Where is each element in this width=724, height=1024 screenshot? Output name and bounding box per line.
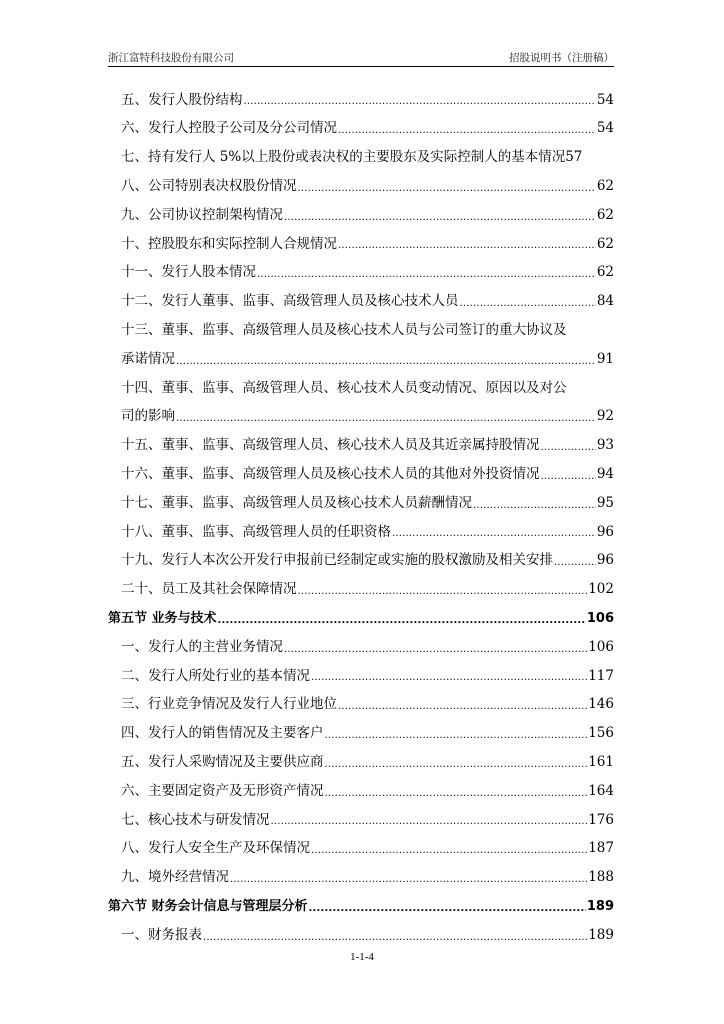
toc-entry-title: 九、公司协议控制架构情况 (121, 206, 283, 223)
header-divider (108, 66, 614, 67)
toc-entry[interactable] (108, 288, 614, 317)
toc-leader-dots (298, 180, 596, 194)
toc-page-number: 62 (596, 178, 614, 195)
toc-entry-title: 十一、发行人股本情况 (121, 264, 256, 281)
toc-entry-title: 八、发行人安全生产及环保情况 (121, 840, 310, 857)
toc-leader-dots (203, 929, 587, 943)
toc-entry-title: 三、行业竞争情况及发行人行业地位 (121, 696, 337, 713)
toc-page-number: 102 (588, 581, 614, 598)
toc-entry-title: 十七、董事、监事、高级管理人员及核心技术人员薪酬情况 (121, 494, 472, 511)
toc-page-number: 189 (586, 899, 614, 915)
toc-leader-dots (311, 842, 587, 856)
toc-page-number: 117 (588, 667, 614, 684)
toc-entry-title: 十四、董事、监事、高级管理人员、核心技术人员变动情况、原因以及对公 (121, 379, 567, 396)
toc-entry-title: 十六、董事、监事、高级管理人员及核心技术人员的其他对外投资情况 (121, 466, 540, 482)
toc-entry[interactable] (108, 921, 614, 950)
toc-page-number: 146 (588, 696, 614, 713)
toc-leader-dots (338, 698, 587, 712)
toc-page-number: 93 (596, 437, 614, 454)
toc-entry-title: 七、持有发行人 5%以上股份或表决权的主要股东及实际控制人的基本情况 (121, 149, 566, 166)
toc-page-number: 91 (596, 350, 614, 367)
toc-entry[interactable] (108, 403, 614, 432)
toc-entry[interactable] (108, 518, 614, 547)
toc-entry[interactable] (108, 201, 614, 230)
toc-entry-title: 六、发行人控股子公司及分公司情况 (121, 120, 337, 137)
toc-leader-dots (325, 727, 588, 741)
toc-page-number: 106 (586, 611, 614, 627)
toc-leader-dots (271, 813, 588, 827)
toc-entry[interactable] (108, 115, 614, 144)
toc-leader-dots (284, 641, 587, 655)
toc-entry-title: 九、境外经营情况 (121, 869, 229, 886)
toc-entry[interactable] (108, 691, 614, 720)
toc-section-entry[interactable] (108, 892, 614, 921)
toc-leader-dots (338, 237, 596, 251)
toc-entry[interactable] (108, 460, 614, 489)
toc-entry[interactable] (108, 576, 614, 605)
toc-entry[interactable] (108, 662, 614, 691)
toc-page-number: 164 (588, 782, 614, 799)
toc-leader-dots (176, 353, 596, 367)
toc-entry-title: 司的影响 (121, 408, 175, 425)
toc-entry[interactable] (108, 345, 614, 374)
toc-entry[interactable] (108, 835, 614, 864)
toc-page-number: 189 (588, 926, 614, 943)
toc-entry-title: 四、发行人的销售情况及主要客户 (121, 725, 324, 742)
toc-page-number: 188 (588, 869, 614, 886)
toc-page-number: 106 (588, 638, 614, 655)
toc-entry-title: 十二、发行人董事、监事、高级管理人员及核心技术人员 (121, 293, 459, 310)
toc-entry-title: 六、主要固定资产及无形资产情况 (121, 782, 324, 799)
header-doc-title: 招股说明书（注册稿） (509, 52, 614, 64)
toc-entry-title: 八、公司特别表决权股份情况 (121, 178, 297, 195)
toc-section-entry[interactable] (108, 604, 614, 633)
toc-leader-dots (541, 439, 596, 453)
toc-entry[interactable] (108, 144, 614, 173)
page-number: 1-1-4 (350, 951, 374, 963)
toc-page-number: 54 (596, 120, 614, 137)
toc-entry[interactable] (108, 230, 614, 259)
toc-leader-dots (473, 497, 596, 511)
toc-page-number: 92 (596, 408, 614, 425)
toc-page-number: 54 (596, 91, 614, 108)
toc-entry-title: 第五节 业务与技术 (108, 611, 217, 627)
toc-leader-dots (325, 785, 588, 799)
toc-entry[interactable] (108, 864, 614, 893)
toc-page-number: 62 (596, 235, 614, 252)
toc-leader-dots (338, 122, 596, 136)
toc-entry[interactable] (108, 633, 614, 662)
toc-entry-title: 七、核心技术与研发情况 (121, 811, 270, 828)
toc-entry-title: 十三、董事、监事、高级管理人员及核心技术人员与公司签订的重大协议及 (121, 322, 567, 339)
toc-leader-dots (325, 756, 588, 770)
toc-page-number: 62 (596, 206, 614, 223)
toc-leader-dots (309, 900, 586, 914)
header-company: 浙江富特科技股份有限公司 (108, 52, 234, 64)
toc-entry-title: 一、财务报表 (121, 926, 202, 943)
toc-page-number: 84 (596, 293, 614, 310)
toc-leader-dots (554, 554, 596, 568)
toc-page-number: 96 (596, 523, 614, 540)
toc-entry[interactable] (108, 86, 614, 115)
toc-entry-title: 十、控股股东和实际控制人合规情况 (121, 235, 337, 252)
toc-page-number: 57 (565, 149, 583, 166)
toc-entry-title: 五、发行人采购情况及主要供应商 (121, 753, 324, 770)
toc-entry[interactable] (108, 316, 614, 345)
toc-page-number: 96 (596, 552, 614, 569)
toc-leader-dots (244, 93, 596, 107)
toc-entry-title: 五、发行人股份结构 (121, 91, 243, 108)
toc-entry-title: 十五、董事、监事、高级管理人员、核心技术人员及其近亲属持股情况 (121, 437, 540, 454)
toc-entry[interactable] (108, 489, 614, 518)
toc-leader-dots (460, 295, 596, 309)
toc-leader-dots (311, 669, 587, 683)
page-header (108, 48, 614, 66)
toc-entry-title: 十八、董事、监事、高级管理人员的任职资格 (121, 523, 391, 540)
table-of-contents (108, 86, 614, 950)
toc-page-number: 187 (588, 840, 614, 857)
toc-entry[interactable] (108, 720, 614, 749)
toc-entry[interactable] (108, 547, 614, 576)
toc-entry-title: 二十、员工及其社会保障情况 (121, 581, 297, 598)
toc-leader-dots (298, 583, 588, 597)
toc-page-number: 161 (588, 753, 614, 770)
toc-page-number: 156 (588, 725, 614, 742)
toc-entry-title: 承诺情况 (121, 350, 175, 367)
toc-leader-dots (230, 871, 587, 885)
toc-leader-dots (257, 266, 596, 280)
toc-page-number: 62 (596, 264, 614, 281)
toc-leader-dots (284, 209, 596, 223)
toc-entry[interactable] (108, 374, 614, 403)
toc-entry[interactable] (108, 172, 614, 201)
toc-entry-title: 二、发行人所处行业的基本情况 (121, 667, 310, 684)
toc-page-number: 95 (596, 494, 614, 511)
toc-page-number: 176 (588, 811, 614, 828)
toc-entry[interactable] (108, 748, 614, 777)
toc-leader-dots (541, 468, 596, 482)
toc-page-number: 94 (596, 466, 614, 482)
toc-entry[interactable] (108, 259, 614, 288)
toc-entry-title: 十九、发行人本次公开发行申报前已经制定或实施的股权激励及相关安排 (121, 552, 553, 569)
toc-entry-title: 第六节 财务会计信息与管理层分析 (108, 899, 308, 915)
toc-entry[interactable] (108, 432, 614, 461)
toc-leader-dots (392, 525, 596, 539)
toc-entry-title: 一、发行人的主营业务情况 (121, 638, 283, 655)
toc-entry[interactable] (108, 777, 614, 806)
toc-leader-dots (176, 410, 596, 424)
toc-leader-dots (218, 612, 586, 626)
toc-entry[interactable] (108, 806, 614, 835)
